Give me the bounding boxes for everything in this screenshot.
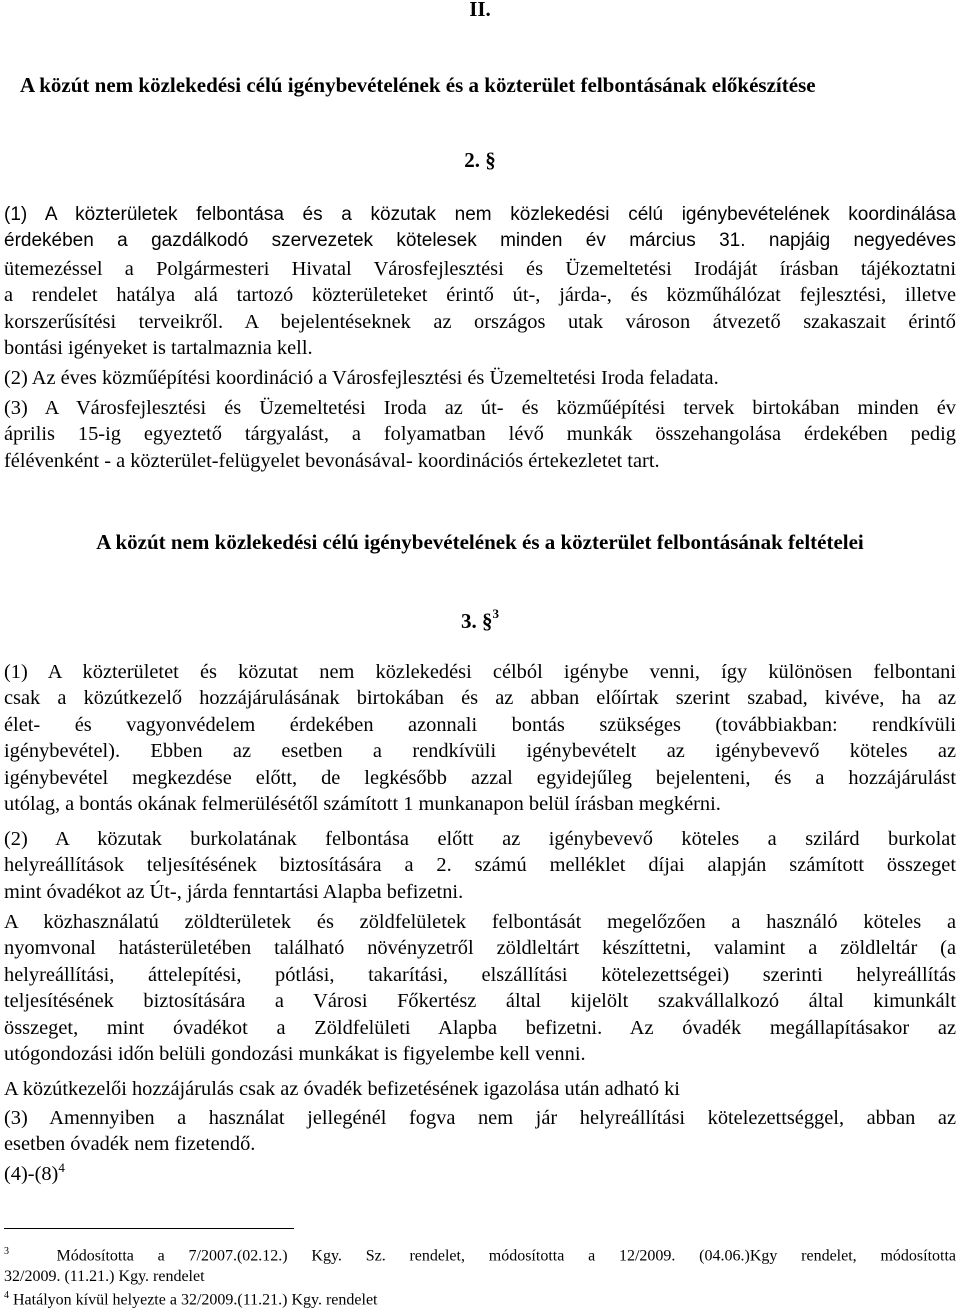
footnote-3-text: Módosította a 7/2007.(02.12.) Kgy. Sz. rendelet, módosította a 12/2009. (04.06.)Kgy rendelet, módosította (56, 1247, 957, 1265)
text-line: utólag, a bontás okának felmerülésétől számított 1 munkanapon belül írásban megkérni. (4, 793, 721, 816)
text-line: élet- és vagyonvédelem érdekében azonnali bontás szükséges (továbbiakban: rendkívüli (4, 713, 956, 736)
section-2-paragraph-1 (4, 202, 956, 255)
footnote-3-line-2: 32/2009. (11.21.) Kgy. rendelet (4, 1268, 205, 1286)
chapter-title: A közút nem közlekedési célú igénybevételének és a közterület felbontásának előkészítése (20, 73, 816, 97)
footnote-4-text: Hatályon kívül helyezte a 32/2009.(11.21.) Kgy. rendelet (13, 1291, 378, 1309)
footnote-4-line (4, 1285, 956, 1310)
text-line: nyomvonal hatásterületében található növényzetről zöldleltárt készíttetni, valamint a zöldleltár (a (4, 937, 956, 960)
text-line: (3) A Városfejlesztési és Üzemeltetési Iroda az út- és közműépítési tervek birtokában minden év (4, 397, 956, 419)
text-line: április 15-ig egyeztető tárgyalást, a folyamatban lévő munkák összehangolása érdekében pedig (4, 423, 956, 446)
text-line: (1) A közterületek felbontása és a közutak nem közlekedési célú igénybevételének koordinálása (4, 204, 956, 225)
repealed-paragraphs-label: (4)-(8) (4, 1162, 59, 1185)
text-line: helyreállítási, áttelepítési, pótlási, takarítási, elszállítási kötelezettségei) szerinti helyreállítás (4, 963, 956, 986)
chapter-number: II. (469, 0, 491, 21)
text-line: korszerűsítési terveikről. A bejelentéseknek az országos utak városon átvezető szakaszait érintő (4, 310, 956, 333)
text-line: utógondozási időn belüli gondozási munkákat is figyelembe kell venni. (4, 1043, 586, 1066)
footnote-3-line-1 (4, 1241, 956, 1266)
text-line: esetben óvadék nem fizetendő. (4, 1133, 256, 1156)
text-line: A közútkezelői hozzájárulás csak az óvadék befizetésének igazolása után adható ki (4, 1078, 680, 1100)
text-line: (1) A közterületet és közutat nem közlekedési célból igénybe venni, így különösen felbontani (4, 661, 956, 683)
section-2-number: 2. § (464, 148, 496, 172)
footnote-3 (4, 1241, 956, 1287)
section-2-paragraph-3 (4, 395, 956, 474)
text-line: (2) A közutak burkolatának felbontása előtt az igénybevevő köteles a szilárd burkolat (4, 828, 956, 850)
footnote-4 (4, 1285, 956, 1310)
text-line: (3) Amennyiben a használat jellegénél fogva nem jár helyreállítási kötelezettséggel, abban az (4, 1107, 956, 1129)
text-line: csak a közútkezelő hozzájárulásának birtokában és az abban előírtak szerint szabad, kivéve, ha az (4, 687, 956, 710)
section-3-paragraph-3 (4, 1105, 956, 1158)
section-3-paragraph-2 (4, 826, 956, 905)
section-2-paragraph-2 (4, 365, 956, 391)
text-line: (2) Az éves közműépítési koordináció a Városfejlesztési és Üzemeltetési Iroda feladata. (4, 367, 719, 389)
section-2-paragraph-1-cont (4, 256, 956, 362)
text-line: mint óvadékot az Út-, járda fenntartási Alapba befizetni. (4, 880, 464, 903)
section-3-paragraph-4-8 (4, 1160, 65, 1186)
text-line: félévenként - a közterület-felügyelet bevonásával- koordinációs értekezletet tart. (4, 449, 660, 472)
text-line: igénybevétel megkezdése előtt, de legkésőbb azzal egyidejűleg bejelenteni, és a hozzájárulást (4, 766, 956, 789)
text-line: bontási igényeket is tartalmaznia kell. (4, 337, 313, 360)
section-subtitle: A közút nem közlekedési célú igénybevételének és a közterület felbontásának feltételei (96, 530, 864, 554)
text-line: érdekében a gazdálkodó szervezetek kötelesek minden év március 31. napjáig negyedéves (4, 230, 956, 252)
section-3-number-text: 3. § (461, 609, 493, 633)
footnote-ref-4[interactable]: 4 (58, 1160, 65, 1175)
footnote-3-marker: 3 (4, 1246, 9, 1257)
text-line: összeget, mint óvadékot a Zöldfelületi Alapba befizetni. Az óvadék megállapításakor az (4, 1016, 956, 1039)
section-3-paragraph-2b (4, 909, 956, 1067)
footnote-4-marker: 4 (4, 1290, 9, 1301)
text-line: ütemezéssel a Polgármesteri Hivatal Városfejlesztési és Üzemeltetési Irodáját írásban tájékoztatni (4, 258, 956, 280)
section-3-paragraph-2c (4, 1076, 956, 1102)
text-line: helyreállítások teljesítésének biztosítására a 2. számú melléklet díjai alapján számított összeget (4, 854, 956, 877)
footnote-ref-3[interactable]: 3 (492, 606, 499, 621)
section-3-paragraph-1 (4, 659, 956, 817)
text-line: teljesítésének biztosítására a Városi Főkertész által kijelölt szakvállalkozó által kimunkált (4, 990, 956, 1013)
footnote-separator (4, 1228, 294, 1229)
text-line: A közhasználatú zöldterületek és zöldfelületek felbontását megelőzően a használó köteles a (4, 911, 956, 933)
text-line: a rendelet hatálya alá tartozó közterületeket érintő út-, járda-, és közműhálózat fejlesztési, illetve (4, 284, 956, 307)
section-3-number (0, 608, 960, 634)
text-line: igénybevétel). Ebben az esetben a rendkívüli igénybevételt az igénybevevő köteles az (4, 740, 956, 763)
